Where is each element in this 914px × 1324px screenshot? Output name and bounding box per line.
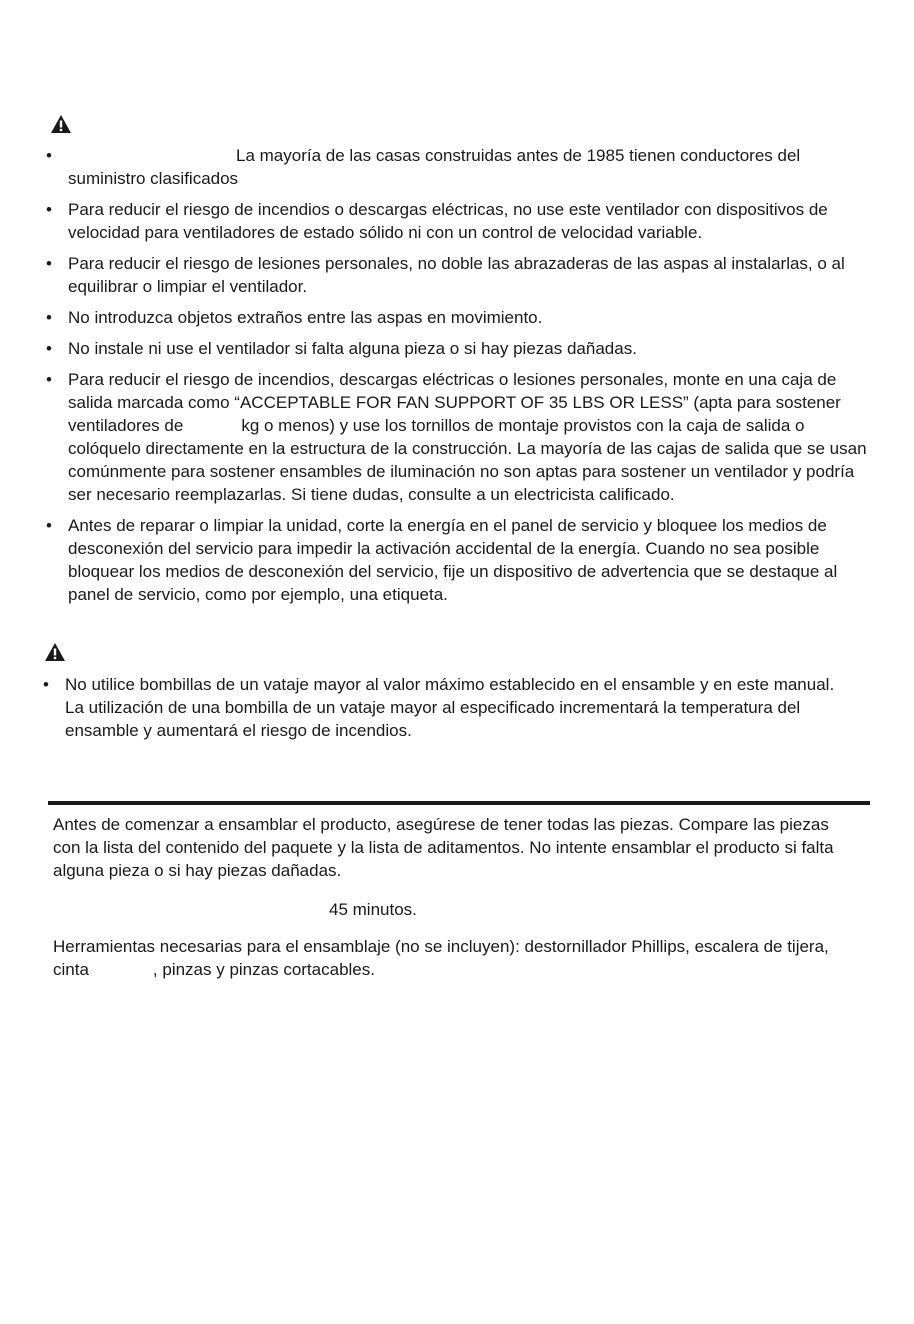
item-text: No introduzca objetos extraños entre las aspas en movimiento. [68, 308, 543, 327]
tools-text-part2: , pinzas y pinzas cortacables. [152, 960, 375, 979]
item-text-part2: kg o menos) y use los tornillos de montaje provistos con la caja de salida o colóquelo directamente en la estructura de la construcción. La mayoría de las cajas de salida que se usan comúnmente para sostener ensambles de iluminación no son aptas para sostener un ventilador y podría ser necesario reemplazarlas. Si tiene dudas, consulte a un electricista calificado. [68, 416, 867, 504]
tools-text-part1: Herramientas necesarias para el ensamblaje (no se incluyen): destornillador Phillips, escalera de tijera, cinta [53, 937, 829, 979]
section-divider [48, 801, 870, 805]
item-text: La mayoría de las casas construidas antes de 1985 tienen conductores del [236, 146, 801, 165]
item-text: No instale ni use el ventilador si falta alguna pieza o si hay piezas dañadas. [68, 339, 637, 358]
item-text: Antes de reparar o limpiar la unidad, corte la energía en el panel de servicio y bloquee los medios de desconexión del servicio para impedir la activación accidental de la energía. Cuando no sea posible bloquear los medios de desconexión del servicio, fije un dispositivo de advertencia que se destaque al panel de servicio, como por ejemplo, una etiqueta. [68, 516, 838, 604]
item-text-line2: suministro clasificados [68, 169, 239, 188]
tools-needed [53, 935, 853, 981]
list-item: • Para reducir el riesgo de incendios o descargas eléctricas, no use este ventilador con dispositivos de velocidad para ventiladores de estado sólido ni con un control de velocidad variable. [46, 198, 876, 244]
list-item: • Para reducir el riesgo de incendios, descargas eléctricas o lesiones personales, monte en una caja de salida marcada como “ACCEPTABLE FOR FAN SUPPORT OF 35 LBS OR LESS” (apta para sostener ventiladores de kg o menos) y use los tornillos de montaje provistos con la caja de salida o colóquelo directamente en la estructura de la construcción. La mayoría de las cajas de salida que se usan comúnmente para sostener ensambles de iluminación no son aptas para sostener un ventilador y podría ser necesario reemplazarlas. Si tiene dudas, consulte a un electricista calificado. [46, 370, 867, 504]
list-item: • Antes de reparar o limpiar la unidad, corte la energía en el panel de servicio y bloquee los medios de desconexión del servicio para impedir la activación accidental de la energía. Cuando no sea posible bloquear los medios de desconexión del servicio, fije un dispositivo de advertencia que se destaque al panel de servicio, como por ejemplo, una etiqueta. [46, 514, 876, 606]
warning-icon [45, 643, 65, 661]
item-text: Para reducir el riesgo de incendios o descargas eléctricas, no use este ventilador con dispositivos de velocidad para ventiladores de estado sólido ni con un control de velocidad variable. [68, 200, 828, 242]
prep-intro: Antes de comenzar a ensamblar el producto, asegúrese de tener todas las piezas. Compare las piezas con la lista del contenido del paquete y la lista de aditamentos. No intente ensamblar el producto si falta alguna pieza o si hay piezas dañadas. [53, 815, 834, 880]
list-item: • No instale ni use el ventilador si falta alguna pieza o si hay piezas dañadas. [46, 337, 876, 360]
item-text: No utilice bombillas de un vataje mayor al valor máximo establecido en el ensamble y en este manual. La utilización de una bombilla de un vataje mayor al especificado incrementará la temperatura del ensamble y aumentará el riesgo de incendios. [65, 675, 835, 740]
warning-list-2 [43, 673, 843, 750]
list-item: • La mayoría de las casas construidas antes de 1985 tienen conductores del suministro clasificados [46, 144, 876, 190]
item-text-part1: Para reducir el riesgo de incendios, descargas eléctricas o lesiones personales, monte en una caja de salida marcada como “ACCEPTABLE FOR FAN SUPPORT OF 35 LBS OR LESS” (apta para sostener ventiladores de [68, 370, 841, 435]
list-item: • No utilice bombillas de un vataje mayor al valor máximo establecido en el ensamble y en este manual. La utilización de una bombilla de un vataje mayor al especificado incrementará la temperatura del ensamble y aumentará el riesgo de incendios. [43, 673, 843, 742]
list-item: • No introduzca objetos extraños entre las aspas en movimiento. [46, 306, 876, 329]
item-text: Para reducir el riesgo de lesiones personales, no doble las abrazaderas de las aspas al instalarlas, o al equilibrar o limpiar el ventilador. [68, 254, 845, 296]
assembly-time: 45 minutos. [329, 900, 417, 919]
warning-icon [51, 115, 71, 133]
list-item: • Para reducir el riesgo de lesiones personales, no doble las abrazaderas de las aspas al instalarlas, o al equilibrar o limpiar el ventilador. [46, 252, 876, 298]
warning-list-1 [46, 144, 876, 614]
